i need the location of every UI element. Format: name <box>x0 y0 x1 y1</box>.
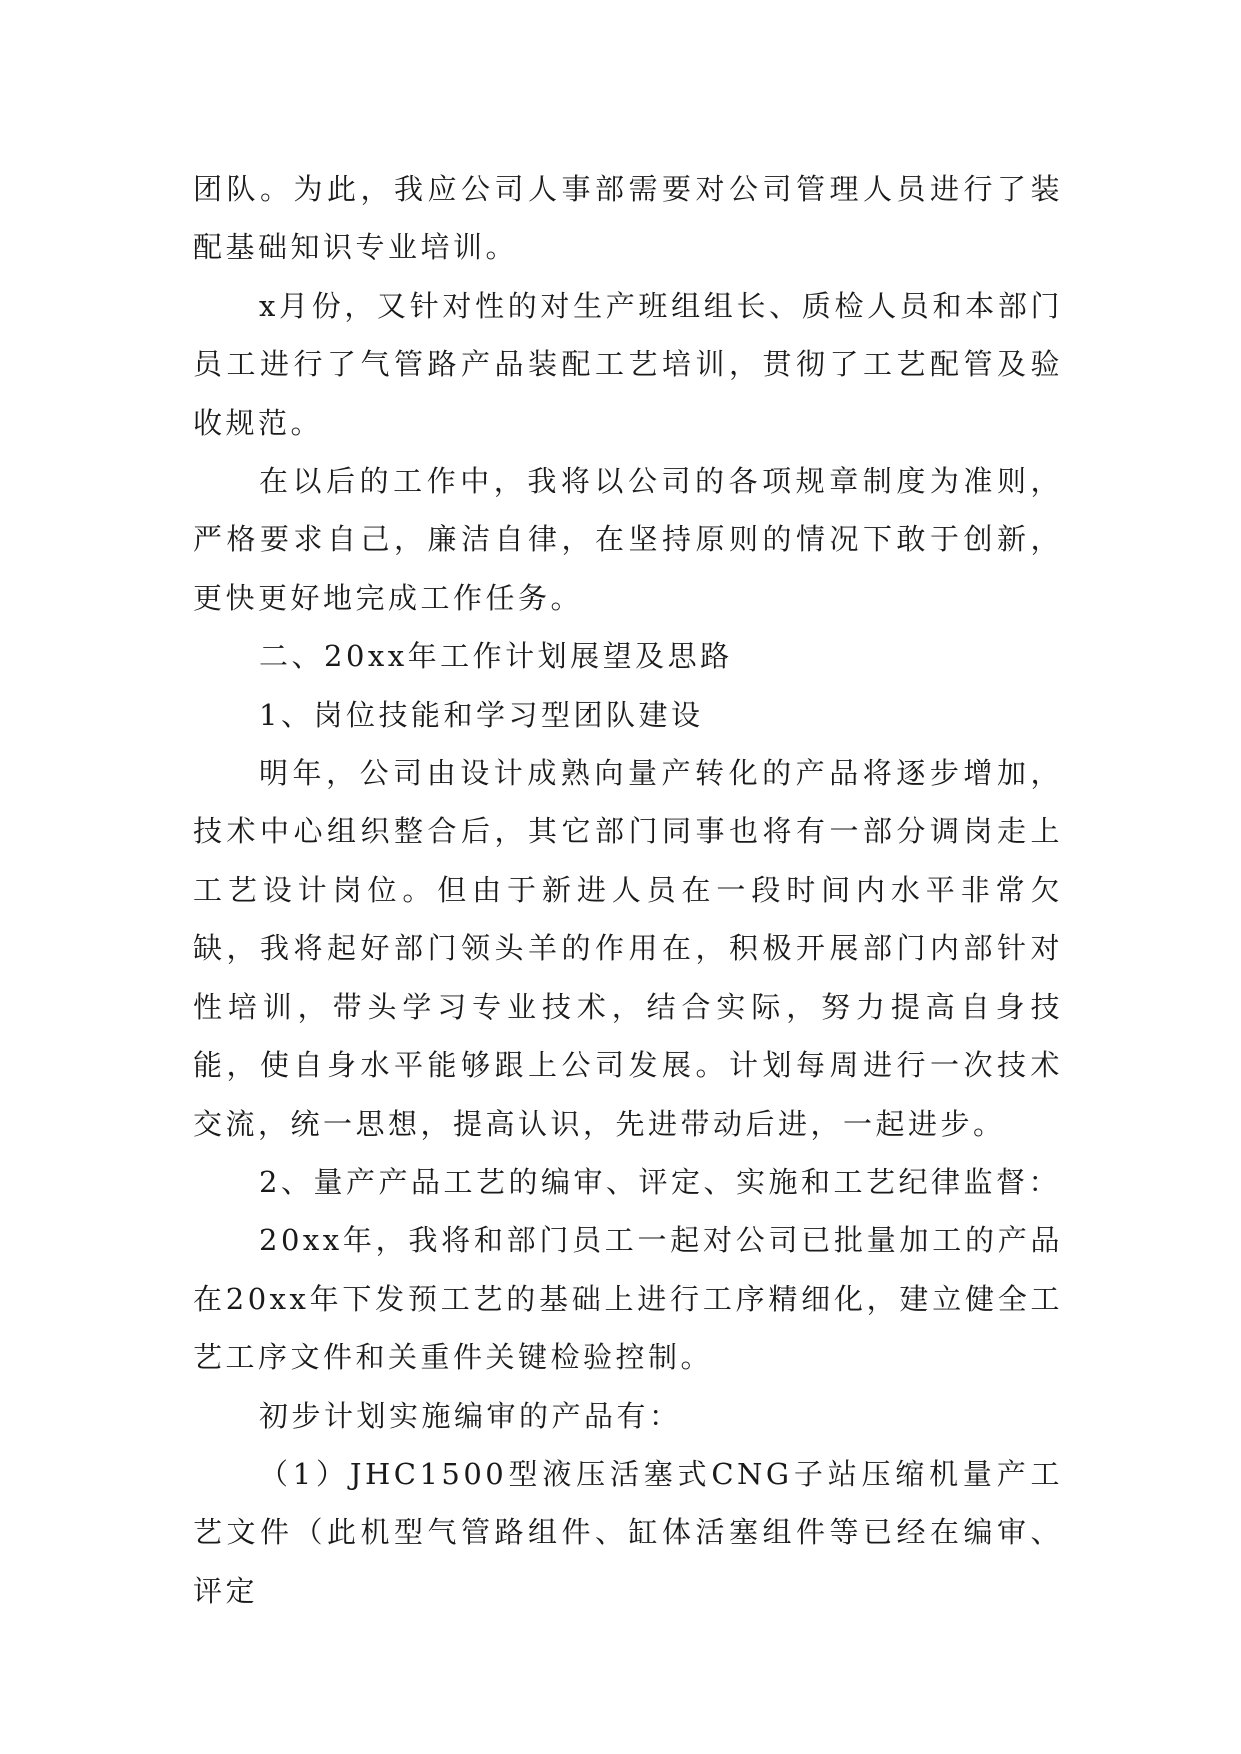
paragraph-6: 初步计划实施编审的产品有： <box>259 1398 682 1433</box>
section-heading-2: 二、20xx年工作计划展望及思路 <box>259 639 733 674</box>
paragraph-5: 20xx年，我将和部门员工一起对公司已批量加工的产品在20xx年下发预工艺的基础上进行工序精细化，建立健全工艺工序文件和关重件关键检验控制。 <box>193 1223 1063 1375</box>
document-body <box>193 160 1063 1620</box>
paragraph-2: x月份，又针对性的对生产班组组长、质检人员和本部门员工进行了气管路产品装配工艺培训，贯彻了工艺配管及验收规范。 <box>193 288 1063 440</box>
paragraph-1: 团队。为此，我应公司人事部需要对公司管理人员进行了装配基础知识专业培训。 <box>193 172 1063 265</box>
paragraph-3: 在以后的工作中，我将以公司的各项规章制度为准则，严格要求自己，廉洁自律，在坚持原则的情况下敢于创新，更快更好地完成工作任务。 <box>193 464 1063 615</box>
paragraph-4: 明年，公司由设计成熟向量产转化的产品将逐步增加，技术中心组织整合后，其它部门同事也将有一部分调岗走上工艺设计岗位。但由于新进人员在一段时间内水平非常欠缺，我将起好部门领头羊的作用在，积极开展部门内部针对性培训，带头学习专业技术，结合实际，努力提高自身技能，使自身水平能够跟上公司发展。计划每周进行一次技术交流，统一思想，提高认识，先进带动后进，一起进步。 <box>193 756 1063 1141</box>
list-item-1: （1）JHC1500型液压活塞式CNG子站压缩机量产工艺文件（此机型气管路组件、缸体活塞组件等已经在编审、评定 <box>193 1456 1063 1608</box>
subheading-1: 1、岗位技能和学习型团队建设 <box>259 697 704 732</box>
subheading-2: 2、量产产品工艺的编审、评定、实施和工艺纪律监督： <box>259 1164 1061 1199</box>
